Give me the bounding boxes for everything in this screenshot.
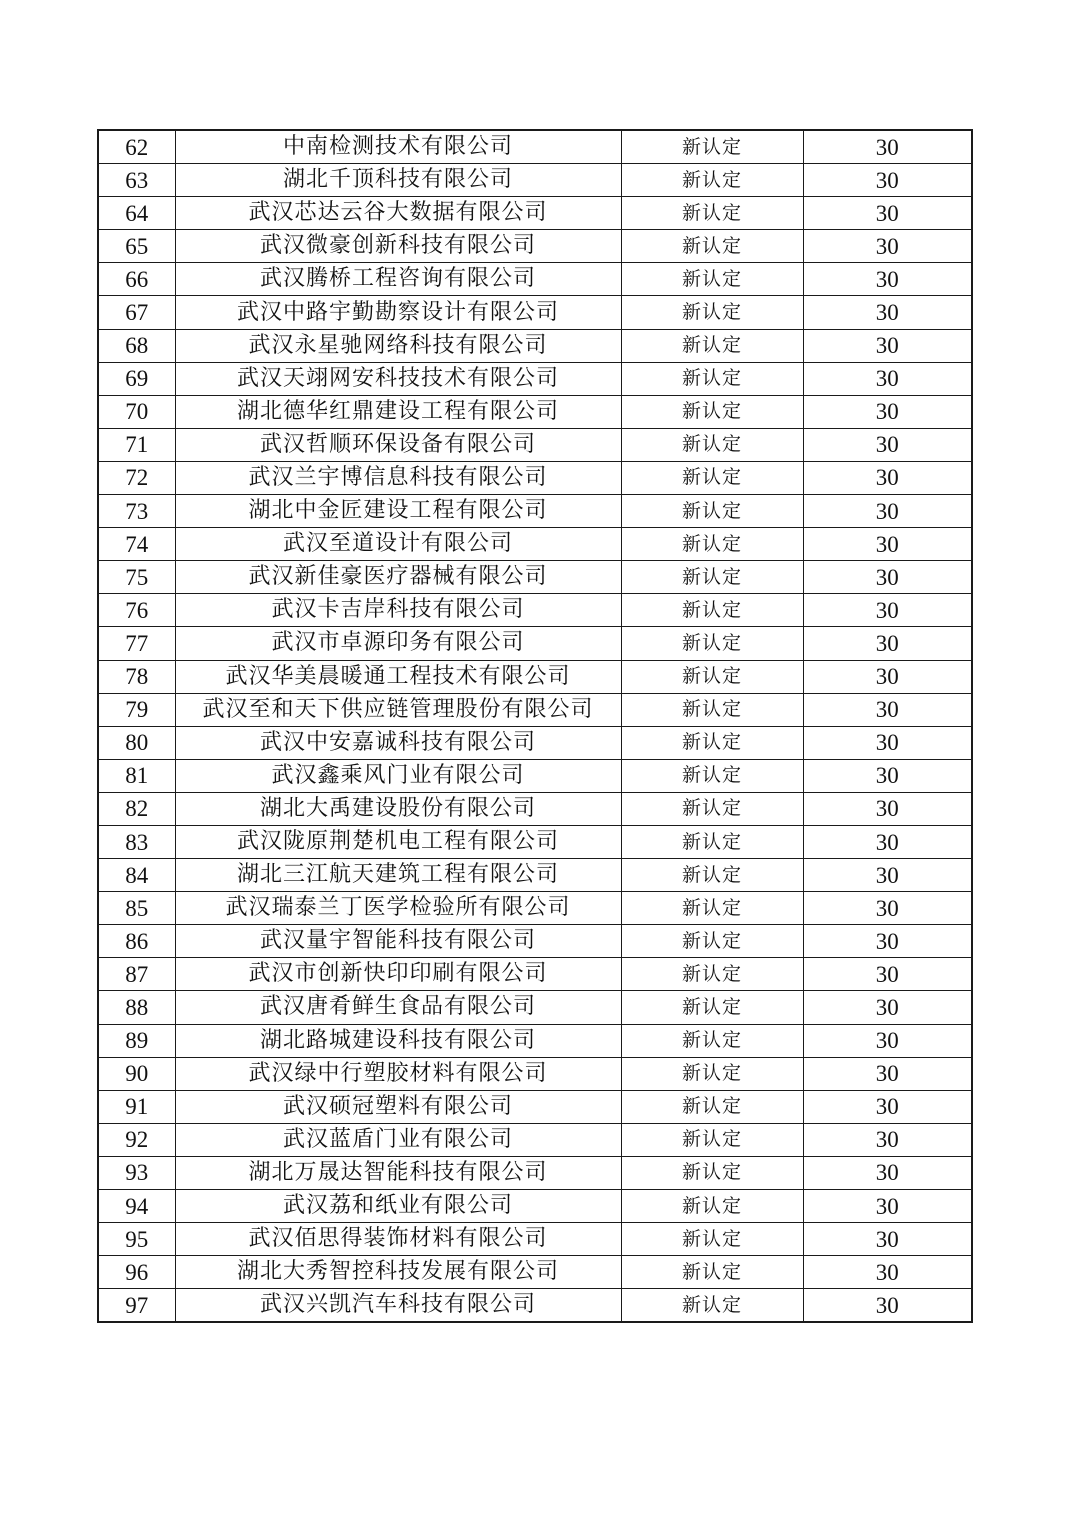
table-row [98,362,972,395]
amount-cell: 30 [803,825,972,858]
company-name-cell: 武汉天翊网安科技技术有限公司 [175,362,621,395]
table-row [98,561,972,594]
amount-cell: 30 [803,362,972,395]
company-name-cell: 武汉荔和纸业有限公司 [175,1190,621,1223]
amount-cell: 30 [803,296,972,329]
row-number-cell: 96 [98,1256,175,1289]
company-name-cell: 武汉新佳豪医疗器械有限公司 [175,561,621,594]
row-number-cell: 87 [98,958,175,991]
row-number-cell: 64 [98,197,175,230]
company-name-cell: 武汉至道设计有限公司 [175,528,621,561]
certification-type-cell: 新认定 [621,1024,803,1057]
row-number-cell: 86 [98,925,175,958]
table-row [98,726,972,759]
company-name-cell: 武汉市创新快印印刷有限公司 [175,958,621,991]
company-name-cell: 武汉至和天下供应链管理股份有限公司 [175,693,621,726]
row-number-cell: 91 [98,1090,175,1123]
amount-cell: 30 [803,792,972,825]
table-row [98,495,972,528]
amount-cell: 30 [803,892,972,925]
company-name-cell: 武汉卡吉岸科技有限公司 [175,594,621,627]
row-number-cell: 66 [98,263,175,296]
row-number-cell: 63 [98,164,175,197]
amount-cell: 30 [803,1057,972,1090]
amount-cell: 30 [803,958,972,991]
company-name-cell: 中南检测技术有限公司 [175,130,621,164]
amount-cell: 30 [803,329,972,362]
company-name-cell: 武汉瑞泰兰丁医学检验所有限公司 [175,892,621,925]
certification-type-cell: 新认定 [621,1289,803,1323]
table-row [98,792,972,825]
certification-type-cell: 新认定 [621,825,803,858]
company-name-cell: 武汉市卓源印务有限公司 [175,627,621,660]
amount-cell: 30 [803,130,972,164]
company-name-cell: 武汉芯达云谷大数据有限公司 [175,197,621,230]
amount-cell: 30 [803,1256,972,1289]
table-row [98,660,972,693]
table-row [98,1223,972,1256]
row-number-cell: 83 [98,825,175,858]
amount-cell: 30 [803,991,972,1024]
amount-cell: 30 [803,594,972,627]
row-number-cell: 77 [98,627,175,660]
certification-type-cell: 新认定 [621,792,803,825]
certification-type-cell: 新认定 [621,859,803,892]
row-number-cell: 94 [98,1190,175,1223]
row-number-cell: 90 [98,1057,175,1090]
row-number-cell: 62 [98,130,175,164]
certification-type-cell: 新认定 [621,594,803,627]
table-row [98,1090,972,1123]
amount-cell: 30 [803,561,972,594]
row-number-cell: 65 [98,230,175,263]
row-number-cell: 82 [98,792,175,825]
amount-cell: 30 [803,263,972,296]
amount-cell: 30 [803,1223,972,1256]
certification-type-cell: 新认定 [621,1223,803,1256]
amount-cell: 30 [803,759,972,792]
table-row [98,825,972,858]
table-row [98,759,972,792]
table-row [98,1024,972,1057]
table-row [98,693,972,726]
certification-type-cell: 新认定 [621,892,803,925]
row-number-cell: 73 [98,495,175,528]
table-row [98,1156,972,1189]
amount-cell: 30 [803,461,972,494]
table-row [98,263,972,296]
table-row [98,395,972,428]
table-row [98,594,972,627]
amount-cell: 30 [803,1190,972,1223]
row-number-cell: 68 [98,329,175,362]
certification-type-cell: 新认定 [621,991,803,1024]
table-row [98,296,972,329]
amount-cell: 30 [803,495,972,528]
row-number-cell: 80 [98,726,175,759]
certification-type-cell: 新认定 [621,627,803,660]
table-row [98,528,972,561]
certification-type-cell: 新认定 [621,130,803,164]
amount-cell: 30 [803,859,972,892]
certification-type-cell: 新认定 [621,1256,803,1289]
certification-type-cell: 新认定 [621,461,803,494]
amount-cell: 30 [803,1090,972,1123]
table-row [98,1057,972,1090]
company-name-cell: 武汉中路宇勤勘察设计有限公司 [175,296,621,329]
row-number-cell: 89 [98,1024,175,1057]
company-name-cell: 武汉佰思得装饰材料有限公司 [175,1223,621,1256]
amount-cell: 30 [803,428,972,461]
amount-cell: 30 [803,925,972,958]
certification-type-cell: 新认定 [621,362,803,395]
amount-cell: 30 [803,395,972,428]
certification-type-cell: 新认定 [621,263,803,296]
amount-cell: 30 [803,164,972,197]
row-number-cell: 97 [98,1289,175,1323]
certification-type-cell: 新认定 [621,925,803,958]
row-number-cell: 92 [98,1123,175,1156]
certification-type-cell: 新认定 [621,726,803,759]
certification-type-cell: 新认定 [621,1057,803,1090]
table-row [98,428,972,461]
certification-type-cell: 新认定 [621,1090,803,1123]
row-number-cell: 85 [98,892,175,925]
company-name-cell: 武汉兴凯汽车科技有限公司 [175,1289,621,1323]
amount-cell: 30 [803,1024,972,1057]
company-list-table [97,129,973,1323]
company-name-cell: 武汉哲顺环保设备有限公司 [175,428,621,461]
company-name-cell: 湖北大秀智控科技发展有限公司 [175,1256,621,1289]
amount-cell: 30 [803,627,972,660]
company-name-cell: 湖北万晟达智能科技有限公司 [175,1156,621,1189]
amount-cell: 30 [803,197,972,230]
row-number-cell: 75 [98,561,175,594]
company-name-cell: 湖北德华红鼎建设工程有限公司 [175,395,621,428]
certification-type-cell: 新认定 [621,561,803,594]
table-row [98,627,972,660]
table-row [98,1123,972,1156]
company-name-cell: 武汉中安嘉诚科技有限公司 [175,726,621,759]
table-row [98,1256,972,1289]
table-row [98,991,972,1024]
certification-type-cell: 新认定 [621,164,803,197]
table-row [98,461,972,494]
certification-type-cell: 新认定 [621,1123,803,1156]
company-name-cell: 武汉陇原荆楚机电工程有限公司 [175,825,621,858]
table-row [98,925,972,958]
table-row [98,1190,972,1223]
amount-cell: 30 [803,726,972,759]
certification-type-cell: 新认定 [621,759,803,792]
company-name-cell: 武汉蓝盾门业有限公司 [175,1123,621,1156]
row-number-cell: 88 [98,991,175,1024]
certification-type-cell: 新认定 [621,693,803,726]
row-number-cell: 93 [98,1156,175,1189]
certification-type-cell: 新认定 [621,1156,803,1189]
certification-type-cell: 新认定 [621,428,803,461]
row-number-cell: 78 [98,660,175,693]
row-number-cell: 81 [98,759,175,792]
amount-cell: 30 [803,660,972,693]
amount-cell: 30 [803,1289,972,1323]
certification-type-cell: 新认定 [621,958,803,991]
certification-type-cell: 新认定 [621,660,803,693]
row-number-cell: 79 [98,693,175,726]
table-body [98,130,972,1322]
company-name-cell: 武汉量宇智能科技有限公司 [175,925,621,958]
table-row [98,197,972,230]
table-row [98,329,972,362]
table-row [98,892,972,925]
certification-type-cell: 新认定 [621,528,803,561]
certification-type-cell: 新认定 [621,1190,803,1223]
company-name-cell: 武汉华美晨暖通工程技术有限公司 [175,660,621,693]
company-name-cell: 武汉绿中行塑胶材料有限公司 [175,1057,621,1090]
company-name-cell: 湖北三江航天建筑工程有限公司 [175,859,621,892]
company-name-cell: 武汉永星驰网络科技有限公司 [175,329,621,362]
amount-cell: 30 [803,528,972,561]
table-row [98,958,972,991]
company-name-cell: 武汉唐肴鲜生食品有限公司 [175,991,621,1024]
certification-type-cell: 新认定 [621,329,803,362]
table-row [98,1289,972,1323]
certification-type-cell: 新认定 [621,197,803,230]
row-number-cell: 76 [98,594,175,627]
amount-cell: 30 [803,1123,972,1156]
certification-type-cell: 新认定 [621,230,803,263]
row-number-cell: 70 [98,395,175,428]
row-number-cell: 69 [98,362,175,395]
amount-cell: 30 [803,230,972,263]
certification-type-cell: 新认定 [621,296,803,329]
row-number-cell: 95 [98,1223,175,1256]
certification-type-cell: 新认定 [621,395,803,428]
row-number-cell: 84 [98,859,175,892]
company-name-cell: 武汉腾桥工程咨询有限公司 [175,263,621,296]
company-name-cell: 武汉硕冠塑料有限公司 [175,1090,621,1123]
company-name-cell: 湖北中金匠建设工程有限公司 [175,495,621,528]
row-number-cell: 71 [98,428,175,461]
row-number-cell: 67 [98,296,175,329]
company-name-cell: 湖北路城建设科技有限公司 [175,1024,621,1057]
company-name-cell: 武汉微豪创新科技有限公司 [175,230,621,263]
row-number-cell: 74 [98,528,175,561]
certification-type-cell: 新认定 [621,495,803,528]
table-row [98,859,972,892]
company-name-cell: 湖北大禹建设股份有限公司 [175,792,621,825]
amount-cell: 30 [803,1156,972,1189]
table-row [98,230,972,263]
amount-cell: 30 [803,693,972,726]
table-row [98,130,972,164]
company-name-cell: 湖北千顶科技有限公司 [175,164,621,197]
table-row [98,164,972,197]
row-number-cell: 72 [98,461,175,494]
company-name-cell: 武汉鑫乘风门业有限公司 [175,759,621,792]
company-name-cell: 武汉兰宇博信息科技有限公司 [175,461,621,494]
